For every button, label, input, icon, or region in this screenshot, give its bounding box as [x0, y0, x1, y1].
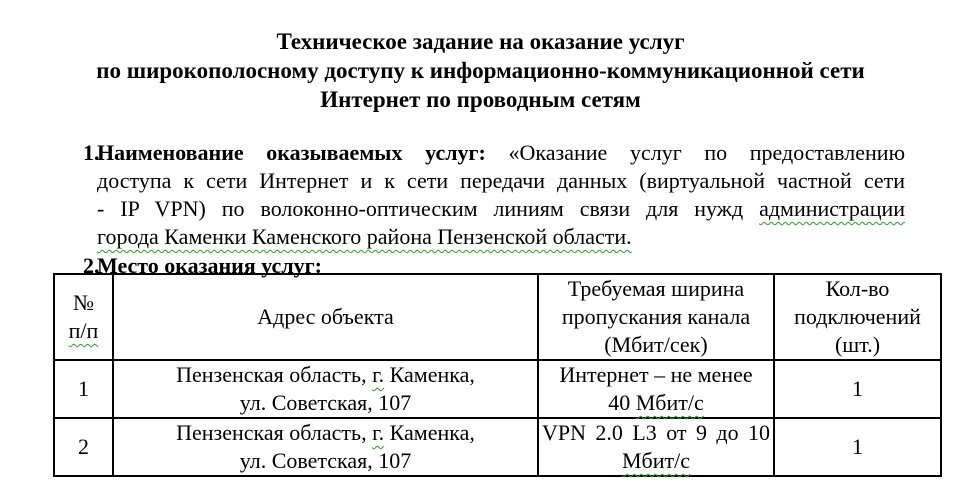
header-cell-number [54, 274, 113, 360]
title-line-2: по широкополосному доступу к информационно-коммуникационной сети [96, 58, 865, 83]
bandwidth-line: VPN 2.0 L3 от 9 до 10 [542, 420, 770, 445]
bandwidth-line [539, 389, 773, 417]
paragraph-line [97, 223, 905, 251]
address-line: ул. Советская, 107 [239, 390, 412, 415]
cell-connections: 1 [774, 360, 941, 418]
item-number: 2. [83, 253, 100, 278]
address-text: Пензенская область, [176, 362, 367, 387]
grammar-flagged-text: Мбит/с [621, 448, 691, 473]
item-label-bold: Место оказания услуг: [97, 253, 322, 278]
item-label-bold: Наименование оказываемых услуг: [97, 140, 486, 165]
grammar-flagged-text: п/п [68, 318, 99, 343]
header-text: Требуемая ширина [567, 276, 745, 301]
table-row [54, 418, 941, 476]
paragraph-text: - IP VPN) по волоконно-оптическим линиям связи для нужд [97, 196, 744, 221]
cell-connections: 1 [774, 418, 941, 476]
header-text: (Мбит/сек) [604, 332, 708, 357]
services-table [53, 273, 942, 477]
cell-row-number: 2 [54, 418, 113, 476]
header-text: № [73, 290, 94, 315]
address-line [114, 419, 537, 447]
address-line: ул. Советская, 107 [239, 448, 412, 473]
bandwidth-text: 40 [608, 390, 631, 415]
grammar-flagged-text: г. [372, 420, 385, 445]
header-text: подключений [794, 304, 921, 329]
item-number: 1. [83, 140, 100, 165]
header-cell-bandwidth [538, 274, 774, 360]
cell-address [113, 360, 538, 418]
address-text: Каменка, [389, 420, 475, 445]
paragraph-text: «Оказание услуг по предоставлению [508, 140, 906, 165]
address-line [114, 361, 537, 389]
header-cell-address [113, 274, 538, 360]
header-text: пропускания канала [561, 304, 751, 329]
document-title [0, 27, 961, 114]
table-row [54, 360, 941, 418]
grammar-flagged-text: Мбит/с [635, 390, 704, 415]
paragraph-line: доступа к сети Интернет и к сети передачи данных (виртуальной частной сети [97, 168, 905, 193]
cell-bandwidth [538, 360, 774, 418]
header-text: Адрес объекта [257, 304, 394, 329]
bandwidth-line: Интернет – не менее [559, 362, 753, 387]
grammar-flagged-text: г. [372, 362, 385, 387]
table-header-row [54, 274, 941, 360]
title-line-1: Техническое задание на оказание услуг [276, 29, 685, 54]
address-text: Каменка, [389, 362, 475, 387]
grammar-flagged-text: администрации [759, 196, 906, 221]
header-text: Кол-во [825, 276, 890, 301]
header-cell-connections [774, 274, 941, 360]
paragraph-line [97, 195, 905, 223]
paragraph-line [97, 139, 905, 167]
cell-address [113, 418, 538, 476]
grammar-flagged-text: города Каменки Каменского района Пензенской области. [97, 224, 632, 249]
address-text: Пензенская область, [176, 420, 367, 445]
title-line-3: Интернет по проводным сетям [320, 87, 641, 112]
cell-bandwidth [538, 418, 774, 476]
header-text: (шт.) [834, 332, 881, 357]
list-item-services-name [83, 139, 906, 251]
cell-row-number: 1 [54, 360, 113, 418]
bandwidth-line [539, 447, 773, 475]
